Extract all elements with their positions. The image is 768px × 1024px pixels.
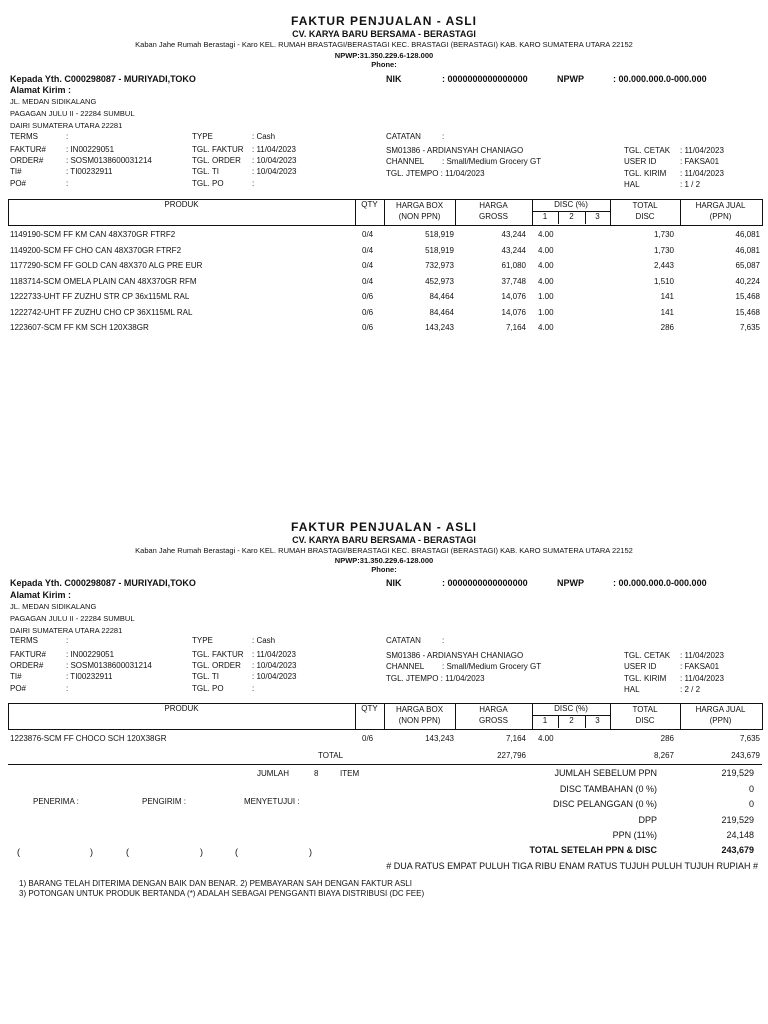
- kirim-value: : 11/04/2023: [680, 169, 724, 178]
- address-line: DAIRI SUMATERA UTARA 22281: [10, 626, 123, 635]
- channel-value: : Small/Medium Grocery GT: [442, 662, 542, 671]
- cell-d1: 4.00: [538, 323, 554, 332]
- cell-d1: 4.00: [538, 734, 554, 743]
- cetak-value: : 11/04/2023: [680, 651, 724, 660]
- cetak-label: TGL. CETAK: [624, 651, 671, 660]
- cell-qty: 0/4: [362, 276, 374, 286]
- col-harga-box: HARGA BOX: [395, 201, 444, 210]
- signature-bracket: (: [235, 847, 238, 857]
- hal-value: : 2 / 2: [680, 685, 701, 694]
- company-address: Kaban Jahe Rumah Berastagi - Karo KEL. RUMAH BRASTAGI/BERASTAGI KEC. BRASTAGI (BERASTAGI) KAB. KARO SUMATERA UTARA 22152: [135, 40, 633, 49]
- col-produk: PRODUK: [164, 200, 199, 209]
- tgl-order-value: : 10/04/2023: [252, 661, 297, 670]
- address-line: PAGAGAN JULU II - 22284 SUMBUL: [10, 614, 135, 623]
- cell-total-disc: 2,443: [653, 261, 674, 270]
- alamat-label: Alamat Kirim :: [10, 590, 72, 600]
- signature-bracket: (: [126, 847, 129, 857]
- tgl-po-value: :: [252, 179, 255, 188]
- summary-label: JUMLAH SEBELUM PPN: [554, 768, 657, 778]
- cell-total-disc: 1,730: [653, 245, 674, 255]
- col-total: TOTAL: [632, 201, 658, 210]
- summary-label: DISC TAMBAHAN (0 %): [559, 783, 657, 794]
- cell-produk: 1223876-SCM FF CHOCO SCH 120X38GR: [10, 734, 167, 743]
- kirim-label: TGL. KIRIM: [624, 169, 667, 178]
- cell-harga-box: 143,243: [425, 734, 454, 743]
- user-value: : FAKSA01: [680, 157, 720, 166]
- col-qty: QTY: [361, 200, 378, 209]
- tgl-order-label: TGL. ORDER: [192, 661, 241, 670]
- cell-produk: 1222742-UHT FF ZUZHU CHO CP 36X115ML RAL: [10, 307, 193, 317]
- cetak-value: : 11/04/2023: [680, 146, 724, 155]
- po-label: PO#: [10, 179, 27, 188]
- nik-label: NIK: [386, 578, 402, 588]
- type-value: : Cash: [252, 132, 276, 141]
- col-disc-2: 2: [569, 212, 574, 221]
- hal-label: HAL: [624, 685, 640, 694]
- col-total-disc: DISC: [635, 212, 655, 221]
- cell-produk: 1222733-UHT FF ZUZHU STR CP 36x115ML RAL: [10, 292, 190, 301]
- faktur-value: : IN00229051: [66, 145, 115, 154]
- col-non-ppn: (NON PPN): [398, 716, 441, 725]
- salesman: SM01386 - ARDIANSYAH CHANIAGO: [386, 651, 524, 660]
- catatan-value: :: [442, 636, 445, 645]
- cell-gross: 7,164: [505, 734, 526, 743]
- cell-gross: 43,244: [501, 230, 526, 239]
- cell-harga-jual: 46,081: [735, 245, 760, 255]
- cetak-label: TGL. CETAK: [624, 146, 671, 155]
- type-label: TYPE: [192, 636, 213, 645]
- signature-bracket: (: [17, 847, 20, 857]
- order-value: : SOSM0138600031214: [66, 661, 152, 670]
- ti-value: : TI00232911: [66, 672, 113, 681]
- order-label: ORDER#: [10, 661, 44, 670]
- cell-harga-jual: 15,468: [735, 307, 760, 317]
- cell-gross: 43,244: [501, 245, 526, 255]
- user-label: USER ID: [624, 157, 657, 166]
- type-value: : Cash: [252, 636, 276, 645]
- po-value: :: [66, 179, 69, 188]
- tgl-order-value: : 10/04/2023: [252, 156, 297, 165]
- tgl-ti-value: : 10/04/2023: [252, 167, 297, 176]
- cell-d1: 4.00: [538, 230, 554, 239]
- cell-harga-jual: 46,081: [735, 230, 760, 239]
- cell-qty: 0/4: [362, 230, 374, 239]
- penerima-label: PENERIMA :: [33, 797, 79, 806]
- address-line: DAIRI SUMATERA UTARA 22281: [10, 121, 123, 130]
- total-disc: 8,267: [653, 751, 674, 760]
- channel-label: CHANNEL: [386, 157, 425, 166]
- cell-qty: 0/6: [362, 292, 374, 301]
- col-disc-2: 2: [569, 716, 574, 725]
- menyetujui-label: MENYETUJUI :: [244, 797, 300, 806]
- terms-label: TERMS: [10, 132, 38, 141]
- cell-gross: 37,748: [501, 276, 526, 286]
- company-npwp: NPWP:31.350.229.6-128.000: [334, 556, 434, 565]
- col-gross: GROSS: [479, 212, 508, 221]
- npwp-label: NPWP: [557, 578, 584, 588]
- summary-value: 219,529: [721, 814, 754, 825]
- grand-total-label: TOTAL SETELAH PPN & DISC: [529, 845, 657, 855]
- cell-total-disc: 1,510: [653, 276, 674, 286]
- jumlah-count: 8: [314, 769, 319, 778]
- cell-harga-box: 518,919: [425, 245, 454, 255]
- cell-gross: 14,076: [501, 292, 526, 301]
- tgl-order-label: TGL. ORDER: [192, 156, 241, 165]
- grand-total-value: 243,679: [721, 845, 754, 855]
- cell-d1: 4.00: [538, 276, 554, 286]
- cell-harga-box: 84,464: [429, 307, 454, 317]
- footer-note: 3) POTONGAN UNTUK PRODUK BERTANDA (*) ADALAH SEBAGAI PENGGANTI BIAYA DISTRIBUSI (DC FEE): [19, 889, 425, 898]
- summary-label: DPP: [638, 814, 657, 825]
- salesman: SM01386 - ARDIANSYAH CHANIAGO: [386, 146, 524, 155]
- catatan-value: :: [442, 132, 445, 141]
- address-line: JL. MEDAN SIDIKALANG: [10, 602, 97, 611]
- cell-gross: 7,164: [505, 323, 526, 332]
- channel-label: CHANNEL: [386, 662, 425, 671]
- cell-produk: 1177290-SCM FF GOLD CAN 48X370 ALG PRE EUR: [10, 261, 203, 270]
- terms-label: TERMS: [10, 636, 38, 645]
- tgl-faktur-label: TGL. FAKTUR: [192, 145, 244, 154]
- col-produk: PRODUK: [164, 704, 199, 713]
- cell-d1: 4.00: [538, 245, 554, 255]
- jtempo: TGL. JTEMPO : 11/04/2023: [386, 169, 485, 178]
- signature-bracket: ): [309, 847, 312, 857]
- col-disc: DISC (%): [554, 200, 588, 209]
- address-line: JL. MEDAN SIDIKALANG: [10, 97, 97, 106]
- cell-harga-box: 518,919: [425, 230, 454, 239]
- tgl-faktur-value: : 11/04/2023: [252, 650, 296, 659]
- po-value: :: [66, 684, 69, 693]
- terms-value: :: [66, 636, 69, 645]
- col-harga-jual: HARGA JUAL: [695, 201, 746, 210]
- order-label: ORDER#: [10, 156, 44, 165]
- channel-value: : Small/Medium Grocery GT: [442, 157, 542, 166]
- summary-value: 0: [748, 799, 754, 809]
- cell-produk: 1183714-SCM OMELA PLAIN CAN 48X370GR RFM: [10, 276, 197, 286]
- alamat-label: Alamat Kirim :: [10, 85, 72, 95]
- jumlah-unit: ITEM: [340, 769, 360, 778]
- total-harga-jual: 243,679: [731, 751, 760, 760]
- ti-value: : TI00232911: [66, 167, 113, 176]
- hal-label: HAL: [624, 180, 640, 189]
- kirim-value: : 11/04/2023: [680, 674, 724, 683]
- cell-harga-jual: 7,635: [739, 323, 760, 332]
- col-disc-3: 3: [595, 716, 600, 725]
- col-harga: HARGA: [479, 705, 508, 714]
- cell-qty: 0/4: [362, 245, 374, 255]
- ti-label: TI#: [10, 167, 22, 176]
- jtempo: TGL. JTEMPO : 11/04/2023: [386, 674, 485, 683]
- col-ppn: (PPN): [709, 212, 732, 221]
- catatan-label: CATATAN: [386, 636, 421, 645]
- faktur-value: : IN00229051: [66, 650, 115, 659]
- tgl-ti-value: : 10/04/2023: [252, 672, 297, 681]
- cell-harga-jual: 40,224: [735, 276, 760, 286]
- cell-total-disc: 141: [660, 307, 674, 317]
- total-label: TOTAL: [318, 751, 344, 760]
- cell-harga-box: 732,973: [425, 261, 454, 270]
- cell-total-disc: 141: [660, 292, 674, 301]
- col-ppn: (PPN): [709, 716, 732, 725]
- summary-label: PPN (11%): [612, 830, 657, 840]
- tgl-po-label: TGL. PO: [192, 179, 224, 188]
- cell-total-disc: 1,730: [653, 230, 674, 239]
- col-disc-3: 3: [595, 212, 600, 221]
- footer-note: 1) BARANG TELAH DITERIMA DENGAN BAIK DAN BENAR. 2) PEMBAYARAN SAH DENGAN FAKTUR ASLI: [19, 879, 412, 888]
- cell-qty: 0/6: [362, 323, 374, 332]
- customer-name: Kepada Yth. C000298087 - MURIYADI,TOKO: [10, 578, 196, 588]
- type-label: TYPE: [192, 132, 213, 141]
- catatan-label: CATATAN: [386, 132, 421, 141]
- col-total: TOTAL: [632, 705, 658, 714]
- nik-value: : 0000000000000000: [442, 74, 528, 84]
- summary-value: 0: [748, 783, 754, 794]
- cell-qty: 0/4: [362, 261, 374, 270]
- tgl-ti-label: TGL. TI: [192, 167, 219, 176]
- npwp-value: : 00.000.000.0-000.000: [613, 578, 707, 588]
- company-phone: Phone:: [371, 60, 397, 69]
- summary-label: DISC PELANGGAN (0 %): [552, 799, 657, 809]
- col-non-ppn: (NON PPN): [398, 212, 441, 221]
- company-npwp: NPWP:31.350.229.6-128.000: [334, 51, 434, 60]
- kirim-label: TGL. KIRIM: [624, 674, 667, 683]
- cell-produk: 1149190-SCM FF KM CAN 48X370GR FTRF2: [10, 230, 176, 239]
- cell-harga-jual: 15,468: [735, 292, 760, 301]
- hal-value: : 1 / 2: [680, 180, 701, 189]
- cell-harga-box: 143,243: [425, 323, 454, 332]
- cell-d1: 4.00: [538, 261, 554, 270]
- cell-d1: 1.00: [538, 307, 554, 317]
- nik-value: : 0000000000000000: [442, 578, 528, 588]
- jumlah-label: JUMLAH: [257, 769, 290, 778]
- npwp-label: NPWP: [557, 74, 584, 84]
- user-value: : FAKSA01: [680, 662, 720, 671]
- total-gross: 227,796: [497, 751, 526, 760]
- cell-d1: 1.00: [538, 292, 554, 301]
- col-harga: HARGA: [479, 201, 508, 210]
- company-phone: Phone:: [371, 565, 397, 574]
- cell-gross: 14,076: [501, 307, 526, 317]
- address-line: PAGAGAN JULU II - 22284 SUMBUL: [10, 109, 135, 118]
- order-value: : SOSM0138600031214: [66, 156, 152, 165]
- po-label: PO#: [10, 684, 27, 693]
- company-name: CV. KARYA BARU BERSAMA - BERASTAGI: [292, 535, 476, 545]
- col-disc-1: 1: [542, 716, 548, 725]
- cell-harga-box: 84,464: [429, 292, 454, 301]
- cell-total-disc: 286: [660, 734, 674, 743]
- faktur-label: FAKTUR#: [10, 650, 47, 659]
- cell-produk: 1223607-SCM FF KM SCH 120X38GR: [10, 323, 149, 332]
- invoice-title: FAKTUR PENJUALAN - ASLI: [291, 520, 477, 534]
- company-address: Kaban Jahe Rumah Berastagi - Karo KEL. RUMAH BRASTAGI/BERASTAGI KEC. BRASTAGI (BERASTAGI) KAB. KARO SUMATERA UTARA 22152: [135, 546, 633, 555]
- tgl-po-label: TGL. PO: [192, 684, 224, 693]
- cell-harga-box: 452,973: [425, 276, 454, 286]
- col-qty: QTY: [361, 704, 378, 713]
- company-name: CV. KARYA BARU BERSAMA - BERASTAGI: [292, 29, 476, 39]
- tgl-faktur-value: : 11/04/2023: [252, 145, 296, 154]
- summary-value: 24,148: [726, 830, 754, 840]
- col-disc: DISC (%): [554, 704, 588, 713]
- cell-gross: 61,080: [501, 261, 526, 270]
- signature-bracket: ): [200, 847, 203, 857]
- ti-label: TI#: [10, 672, 22, 681]
- cell-produk: 1149200-SCM FF CHO CAN 48X370GR FTRF2: [10, 245, 182, 255]
- cell-qty: 0/6: [362, 734, 374, 743]
- tgl-faktur-label: TGL. FAKTUR: [192, 650, 244, 659]
- amount-in-words: # DUA RATUS EMPAT PULUH TIGA RIBU ENAM RATUS TUJUH PULUH TUJUH RUPIAH #: [386, 861, 758, 871]
- cell-harga-jual: 7,635: [739, 734, 760, 743]
- tgl-ti-label: TGL. TI: [192, 672, 219, 681]
- col-total-disc: DISC: [635, 716, 655, 725]
- col-harga-box: HARGA BOX: [395, 705, 444, 714]
- col-gross: GROSS: [479, 716, 508, 725]
- invoice-title: FAKTUR PENJUALAN - ASLI: [291, 14, 477, 28]
- col-harga-jual: HARGA JUAL: [695, 705, 746, 714]
- pengirim-label: PENGIRIM :: [142, 797, 187, 806]
- terms-value: :: [66, 132, 69, 141]
- summary-value: 219,529: [721, 768, 754, 778]
- customer-name: Kepada Yth. C000298087 - MURIYADI,TOKO: [10, 74, 196, 84]
- cell-qty: 0/6: [362, 307, 374, 317]
- user-label: USER ID: [624, 662, 657, 671]
- signature-bracket: ): [90, 847, 93, 857]
- npwp-value: : 00.000.000.0-000.000: [613, 74, 707, 84]
- tgl-po-value: :: [252, 684, 255, 693]
- cell-harga-jual: 65,087: [735, 261, 760, 270]
- cell-total-disc: 286: [660, 323, 674, 332]
- nik-label: NIK: [386, 74, 402, 84]
- col-disc-1: 1: [542, 212, 548, 221]
- faktur-label: FAKTUR#: [10, 145, 47, 154]
